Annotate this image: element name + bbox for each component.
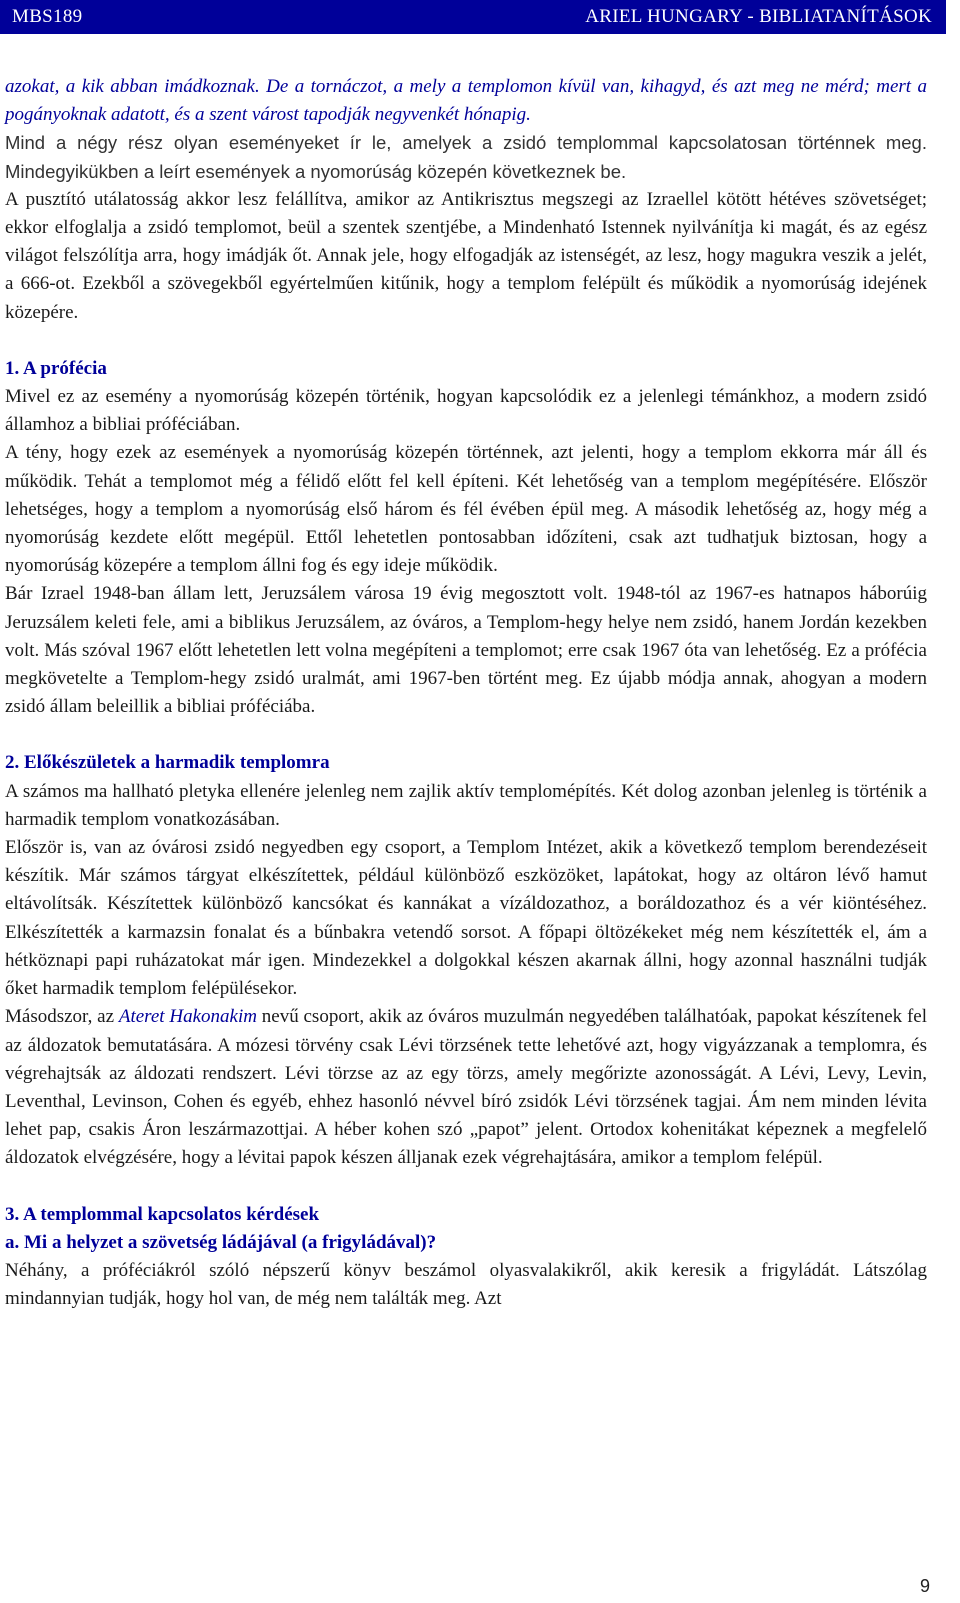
document-body — [5, 73, 927, 1313]
section-2-paragraph-3 — [5, 1003, 927, 1172]
page-number: 9 — [919, 1576, 930, 1596]
section-2-paragraph-2: Először is, van az óvárosi zsidó negyedben egy csoport, a Templom Intézet, akik a következő templom berendezéseit készítik. Már számos tárgyat elkészítettek, például különböző eszközöket, lapátokat, hogy az oltáron lévő hamut eltávolítsák. Készítettek különböző kancsókat és kannákat a vízáldozathoz, a boráldozathoz és a vér kiöntéséhez. Elkészítették a karmazsin fonalat és a bűnbakra vetendő sorsot. A főpapi öltözékeket még nem készítették el, ám a hétköznapi papi ruházatokat már igen. Mindezekkel a dolgokkal készen akarnak állni, hogy azonnal használni tudják őket harmadik templom felépülésekor. — [5, 837, 927, 1000]
header-code: MBS189 — [12, 6, 83, 27]
section-1-number: 1. — [5, 357, 20, 379]
section-2-heading — [5, 749, 927, 777]
section-1-paragraph-2: A tény, hogy ezek az események a nyomorúság közepén történnek, azt jelenti, hogy a templom ekkorra már áll és működik. Tehát a templomot még a félidő előtt fel kell építeni. Két lehetőség van a templom megépítésére. Először lehetséges, hogy a templom a nyomorúság első három és fél évében épül meg. A második lehetőség az, hogy még a nyomorúság kezdete előtt megépül. Ettől lehetetlen pontosabban időzíteni, csak azt tudhatjuk biztosan, hogy a nyomorúság közepére a templom állni fog és egy ideje működik. — [5, 442, 927, 577]
section-2-paragraph-1: A számos ma hallható pletyka ellenére jelenleg nem zajlik aktív templomépítés. Két dolog azonban jelenleg is történik a harmadik templom vonatkozásában. — [5, 780, 927, 830]
section-3-heading — [5, 1201, 927, 1229]
organization-name: Ateret Hakonakim — [118, 1006, 257, 1028]
intro-paragraph: A pusztító utálatosság akkor lesz felállítva, amikor az Antikrisztus megszegi az Izraellel kötött hétéves szövetséget; ekkor elfoglalja a zsidó templomot, beül a szentek szentjébe, a Mindenható Istennek nyilvánítja ki magát, és az egész világot felszólítja arra, hogy imádják őt. Annak jele, hogy elfogadják az istenségét, az lesz, hogy magukra veszik a jelét, a 666-ot. Ezekből a szövegekből egyértelműen kitűnik, hogy a templom felépült és működik a nyomorúság idejének közepére. — [5, 188, 927, 323]
intro-text: Mind a négy rész olyan eseményeket ír le, amelyek a zsidó templommal kapcsolatosan történnek meg. Mindegyikükben a leírt események a nyomorúság közepén következnek be. — [5, 132, 927, 182]
spacer — [5, 1173, 927, 1201]
section-2-title: Előkészületek a harmadik templomra — [24, 752, 330, 774]
section-3-paragraph-1: Néhány, a próféciákról szóló népszerű könyv beszámol olyasvalakikről, akik keresik a frigyládát. Látszólag mindannyian tudják, hogy hol van, de még nem találták meg. Azt — [5, 1259, 927, 1310]
spacer — [5, 327, 927, 355]
section-3a-heading — [5, 1229, 927, 1257]
scripture-quote: azokat, a kik abban imádkoznak. De a tornáczot, a mely a templomon kívül van, kihagyd, és azt meg ne mérd; mert a pogányoknak adatott, és a szent várost tapodják negyvenkét hónapig. — [5, 76, 927, 126]
section-3-title: A templommal kapcsolatos kérdések — [22, 1203, 320, 1225]
section-3a-title: Mi a helyzet a szövetség ládájával (a frigyládával)? — [24, 1231, 437, 1253]
section-1-paragraph-1: Mivel ez az esemény a nyomorúság közepén történik, hogyan kapcsolódik ez a jelenlegi témánkhoz, a modern zsidó államhoz a bibliai próféciában. — [5, 386, 927, 436]
page-header — [0, 0, 946, 34]
section-1-heading — [5, 355, 927, 383]
section-3a-letter: a. — [5, 1231, 20, 1253]
section-1-paragraph-3: Bár Izrael 1948-ban állam lett, Jeruzsálem városa 19 évig megosztott volt. 1948-tól az 1967-es hatnapos háborúig Jeruzsálem keleti fele, ami a biblikus Jeruzsálem, az óváros, a Templom-hegy helye nem zsidó, hanem Jordán kezekben volt. Más szóval 1967 előtt lehetetlen lett volna megépíteni a templomot; erre csak 1967 óta van lehetőség. Ez a prófécia megkövetelte a Templom-hegy zsidó uralmát, ami 1967-ben történt meg. Ez újabb módja annak, ahogyan a modern zsidó állam beleillik a bibliai próféciába. — [5, 583, 927, 718]
section-2-p3-start: Másodszor, az — [5, 1006, 115, 1028]
section-2-number: 2. — [5, 752, 20, 774]
section-3-number: 3. — [5, 1203, 20, 1225]
header-title: ARIEL HUNGARY - BIBLIATANÍTÁSOK — [585, 6, 932, 27]
section-2-p3-rest: nevű csoport, akik az óváros muzulmán negyedében találhatóak, papokat készítenek fel az áldozatok bemutatására. A mózesi törvény csak Lévi törzsének tette lehetővé azt, hogy vigyázzanak a templomra, és végrehajtsák az áldozati rendszert. Lévi törzse az az egy törzs, amely megőrizte azonosságát. A Lévi, Levy, Levin, Leventhal, Levinson, Cohen és egyéb, ehhez hasonló névvel bíró zsidók Lévi törzsének tagjai. Ám nem minden lévita lehet pap, csakis Áron leszármazottjai. A héber kohen szó „papot” jelent. Ortodox kohenitákat képeznek a megfelelő áldozatok elvégzésére, hogy a lévitai papok készen álljanak ezek végrehajtására, amikor a templom felépül. — [5, 1006, 928, 1169]
spacer — [5, 721, 927, 749]
section-1-title: A prófécia — [22, 357, 107, 379]
